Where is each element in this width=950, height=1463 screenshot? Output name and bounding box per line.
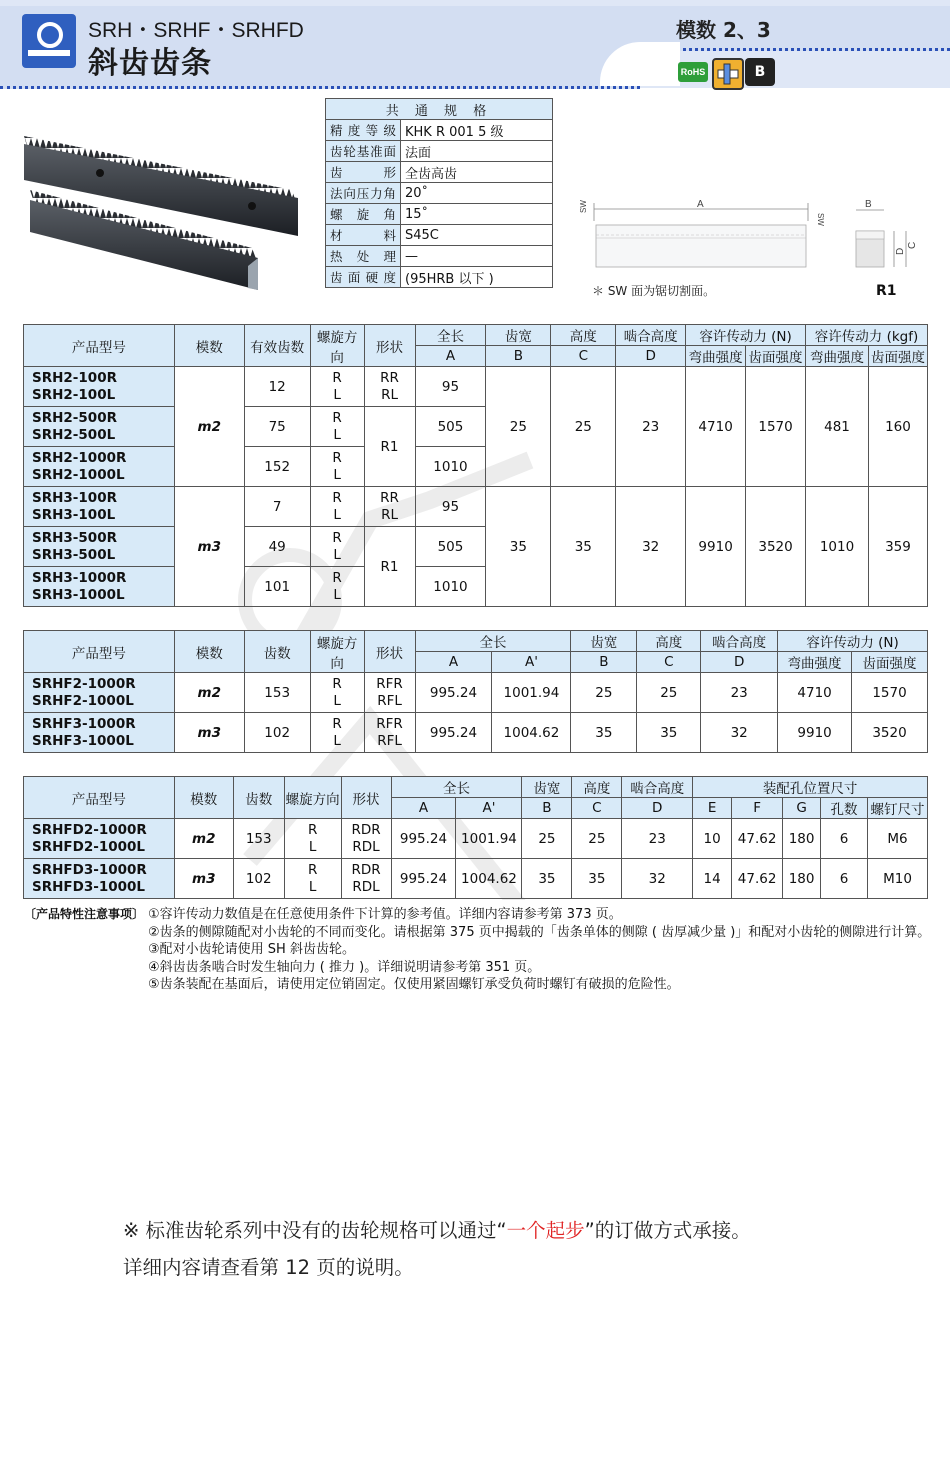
col-module: 模数	[174, 777, 233, 819]
col-bend-kgf: 弯曲强度	[806, 346, 869, 367]
col-length: 全长	[391, 777, 522, 798]
f-cell: 47.62	[732, 819, 783, 859]
pitch-cell: 23	[616, 367, 686, 487]
spec-label: 齿轮基准面	[326, 141, 401, 162]
col-height: 高度	[637, 631, 701, 652]
col-width: 齿宽	[571, 631, 637, 652]
teeth-cell: 153	[233, 819, 284, 859]
col-a: A	[391, 798, 456, 819]
note-item: ⑤齿条装配在基面后，请使用定位销固定。仅使用紧固螺钉承受负荷时螺钉有破损的危险性。	[148, 977, 680, 993]
spec-value: (95HRB 以下 )	[401, 267, 553, 288]
teeth-cell: 49	[244, 527, 310, 567]
custom-note-line2: 详细内容请查看第 12 页的说明。	[123, 1256, 414, 1279]
teeth-cell: 12	[244, 367, 310, 407]
width-cell: 25	[522, 819, 572, 859]
model-cell: SRHFD2-1000R SRHFD2-1000L	[24, 819, 175, 859]
srhf-spec-table	[23, 630, 928, 753]
rohs-icon: RoHS	[678, 62, 708, 82]
surface-n-cell: 3520	[746, 487, 806, 607]
shape-cell: RR RL	[364, 487, 415, 527]
table-row	[24, 713, 928, 753]
height-cell: 25	[637, 673, 701, 713]
model-cell: SRH3-1000R SRH3-1000L	[24, 567, 175, 607]
col-bend-n: 弯曲强度	[686, 346, 746, 367]
col-holes: 孔数	[821, 798, 868, 819]
sw-label-left: SW	[579, 200, 588, 213]
col-surface: 齿面强度	[852, 652, 928, 673]
length-a-cell: 995.24	[415, 673, 492, 713]
col-e: E	[693, 798, 732, 819]
teeth-cell: 101	[244, 567, 310, 607]
col-helix: 螺旋方向	[310, 631, 364, 673]
width-cell: 25	[571, 673, 637, 713]
spec-heading: 共 通 规 格	[326, 99, 553, 120]
helix-cell: R L	[310, 673, 364, 713]
dim-c-label: C	[907, 241, 918, 249]
notes-title: 〔产品特性注意事项〕	[24, 907, 145, 921]
spec-value: 15˚	[401, 204, 553, 225]
col-f: F	[732, 798, 783, 819]
col-height: 高度	[572, 777, 622, 798]
length-cell: 95	[415, 487, 486, 527]
col-a: A	[415, 652, 492, 673]
machining-icon	[712, 58, 744, 90]
helix-cell: R L	[284, 819, 341, 859]
sw-label-right: SW	[816, 213, 825, 226]
note-item: ③配对小齿轮请使用 SH 斜齿齿轮。	[148, 942, 355, 958]
custom-note-highlight[interactable]: 一个起步	[506, 1219, 585, 1242]
spec-label: 齿面硬度	[326, 267, 401, 288]
col-b: B	[522, 798, 572, 819]
col-mount: 装配孔位置尺寸	[693, 777, 928, 798]
note-item: ①容许传动力数值是在任意使用条件下计算的参考值。详细内容请参考第 373 页。	[148, 907, 622, 922]
col-d: D	[622, 798, 693, 819]
shape-cell: RFR RFL	[364, 673, 415, 713]
shape-cell: R1	[364, 527, 415, 607]
shape-cell: R1	[364, 407, 415, 487]
col-surface-kgf: 齿面强度	[868, 346, 927, 367]
surface-cell: 1570	[852, 673, 928, 713]
module-cell: m2	[174, 673, 244, 713]
col-b: B	[571, 652, 637, 673]
r1-label: R1	[876, 283, 897, 299]
col-b: B	[486, 346, 551, 367]
model-cell: SRHFD3-1000R SRHFD3-1000L	[24, 859, 175, 899]
col-shape: 形状	[341, 777, 391, 819]
col-a-prime: A'	[456, 798, 522, 819]
model-cell: SRH3-100R SRH3-100L	[24, 487, 175, 527]
teeth-cell: 102	[244, 713, 310, 753]
pitch-cell: 32	[616, 487, 686, 607]
col-module: 模数	[174, 325, 244, 367]
custom-note-post: ”的订做方式承接。	[584, 1219, 751, 1242]
spec-label: 螺 旋 角	[326, 204, 401, 225]
length-a-cell: 995.24	[415, 713, 492, 753]
height-cell: 35	[551, 487, 616, 607]
rack-category-icon	[22, 14, 76, 68]
table-row	[24, 487, 928, 527]
pitch-cell: 23	[622, 819, 693, 859]
col-helix: 螺旋方向	[284, 777, 341, 819]
model-cell: SRHF2-1000R SRHF2-1000L	[24, 673, 175, 713]
col-pitch: 啮合高度	[616, 325, 686, 346]
module-cell: m3	[174, 487, 244, 607]
col-helix: 螺旋方向	[310, 325, 364, 367]
col-g: G	[783, 798, 821, 819]
col-c: C	[572, 798, 622, 819]
helix-cell: R L	[310, 447, 364, 487]
table-row	[24, 673, 928, 713]
height-cell: 35	[572, 859, 622, 899]
screw-cell: M10	[867, 859, 927, 899]
col-teeth: 齿数	[244, 631, 310, 673]
col-a: A	[415, 346, 486, 367]
col-a-prime: A'	[492, 652, 571, 673]
holes-cell: 6	[821, 819, 868, 859]
col-teeth: 齿数	[233, 777, 284, 819]
spec-value: 20˚	[401, 183, 553, 204]
module-label: 模数 2、3	[676, 18, 771, 42]
table-row	[24, 819, 928, 859]
length-cell: 1010	[415, 447, 486, 487]
helix-cell: R L	[284, 859, 341, 899]
bend-kgf-cell: 481	[806, 367, 869, 487]
custom-order-note	[123, 1212, 751, 1286]
helix-cell: R L	[310, 567, 364, 607]
bend-cell: 9910	[778, 713, 852, 753]
length-a-prime-cell: 1001.94	[492, 673, 571, 713]
length-cell: 505	[415, 407, 486, 447]
g-cell: 180	[783, 859, 821, 899]
holes-cell: 6	[821, 859, 868, 899]
product-title: 斜齿齿条	[88, 46, 212, 81]
col-pitch: 啮合高度	[701, 631, 778, 652]
note-item: ④斜齿齿条啮合时发生轴向力 ( 推力 )。详细说明请参考第 351 页。	[148, 959, 541, 975]
helix-cell: R L	[310, 367, 364, 407]
spec-value: —	[401, 246, 553, 267]
spec-value: S45C	[401, 225, 553, 246]
shape-cell: RFR RFL	[364, 713, 415, 753]
rack-product-image	[22, 118, 312, 293]
dim-a-label: A	[697, 199, 704, 210]
width-cell: 25	[486, 367, 551, 487]
col-length: 全长	[415, 631, 571, 652]
g-cell: 180	[783, 819, 821, 859]
model-cell: SRH2-1000R SRH2-1000L	[24, 447, 175, 487]
pitch-cell: 32	[622, 859, 693, 899]
col-shape: 形状	[364, 631, 415, 673]
helix-cell: R L	[310, 487, 364, 527]
length-a-cell: 995.24	[391, 819, 456, 859]
height-cell: 35	[637, 713, 701, 753]
col-d: D	[701, 652, 778, 673]
width-cell: 35	[571, 713, 637, 753]
surface-n-cell: 1570	[746, 367, 806, 487]
col-teeth: 有效齿数	[244, 325, 310, 367]
srhfd-spec-table	[23, 776, 928, 899]
col-screw: 螺钉尺寸	[867, 798, 927, 819]
length-cell: 505	[415, 527, 486, 567]
helix-cell: R L	[310, 713, 364, 753]
model-cell: SRH2-100R SRH2-100L	[24, 367, 175, 407]
spec-value: 法面	[401, 141, 553, 162]
surface-kgf-cell: 160	[868, 367, 927, 487]
spec-label: 齿 形	[326, 162, 401, 183]
length-a-prime-cell: 1004.62	[492, 713, 571, 753]
col-model: 产品型号	[24, 325, 175, 367]
e-cell: 10	[693, 819, 732, 859]
length-cell: 1010	[415, 567, 486, 607]
bend-cell: 4710	[778, 673, 852, 713]
model-cell: SRH3-500R SRH3-500L	[24, 527, 175, 567]
table-row	[24, 859, 928, 899]
length-a-prime-cell: 1004.62	[456, 859, 522, 899]
teeth-cell: 152	[244, 447, 310, 487]
e-cell: 14	[693, 859, 732, 899]
table-row	[24, 367, 928, 407]
dim-d-label: D	[895, 247, 906, 255]
model-cell: SRHF3-1000R SRHF3-1000L	[24, 713, 175, 753]
sw-note: ＊ SW 面为锯切割面。	[592, 284, 716, 298]
shape-cell: RR RL	[364, 367, 415, 407]
spec-label: 法向压力角	[326, 183, 401, 204]
series-title: SRH・SRHF・SRHFD	[88, 19, 304, 42]
length-a-cell: 995.24	[391, 859, 456, 899]
height-cell: 25	[572, 819, 622, 859]
module-cell: m2	[174, 819, 233, 859]
dim-b-label: B	[865, 199, 872, 210]
bend-kgf-cell: 1010	[806, 487, 869, 607]
col-c: C	[551, 346, 616, 367]
bend-n-cell: 9910	[686, 487, 746, 607]
module-cell: m3	[174, 713, 244, 753]
screw-cell: M6	[867, 819, 927, 859]
col-force-n: 容许传动力 (N)	[778, 631, 928, 652]
shape-cell: RDR RDL	[341, 859, 391, 899]
surface-cell: 3520	[852, 713, 928, 753]
srh-spec-table	[23, 324, 928, 607]
col-length: 全长	[415, 325, 486, 346]
module-cell: m3	[174, 859, 233, 899]
common-spec-table	[325, 98, 553, 288]
col-surface-n: 齿面强度	[746, 346, 806, 367]
spec-label: 热 处 理	[326, 246, 401, 267]
f-cell: 47.62	[732, 859, 783, 899]
teeth-cell: 102	[233, 859, 284, 899]
module-cell: m2	[174, 367, 244, 487]
bend-n-cell: 4710	[686, 367, 746, 487]
col-model: 产品型号	[24, 631, 175, 673]
col-force-kgf: 容许传动力 (kgf)	[806, 325, 928, 346]
helix-cell: R L	[310, 527, 364, 567]
b-grade-icon: B	[745, 58, 775, 86]
col-model: 产品型号	[24, 777, 175, 819]
pitch-cell: 32	[701, 713, 778, 753]
model-cell: SRH2-500R SRH2-500L	[24, 407, 175, 447]
col-pitch: 啮合高度	[622, 777, 693, 798]
teeth-cell: 75	[244, 407, 310, 447]
shape-cell: RDR RDL	[341, 819, 391, 859]
spec-label: 精度等级	[326, 120, 401, 141]
teeth-cell: 7	[244, 487, 310, 527]
width-cell: 35	[522, 859, 572, 899]
width-cell: 35	[486, 487, 551, 607]
teeth-cell: 153	[244, 673, 310, 713]
col-width: 齿宽	[486, 325, 551, 346]
col-module: 模数	[174, 631, 244, 673]
col-bend: 弯曲强度	[778, 652, 852, 673]
spec-value: 全齿高齿	[401, 162, 553, 183]
col-height: 高度	[551, 325, 616, 346]
col-force-n: 容许传动力 (N)	[686, 325, 806, 346]
helix-cell: R L	[310, 407, 364, 447]
custom-note-pre: ※ 标准齿轮系列中没有的齿轮规格可以通过“	[123, 1219, 507, 1242]
col-c: C	[637, 652, 701, 673]
length-cell: 95	[415, 367, 486, 407]
surface-kgf-cell: 359	[868, 487, 927, 607]
note-item: ②齿条的侧隙随配对小齿轮的不同而变化。请根据第 375 页中揭载的「齿条单体的侧隙 ( 齿厚减少量 )」和配对小齿轮的侧隙进行计算。	[148, 924, 931, 940]
spec-label: 材 料	[326, 225, 401, 246]
height-cell: 25	[551, 367, 616, 487]
pitch-cell: 23	[701, 673, 778, 713]
col-shape: 形状	[364, 325, 415, 367]
spec-value: KHK R 001 5 级	[401, 120, 553, 141]
col-width: 齿宽	[522, 777, 572, 798]
col-d: D	[616, 346, 686, 367]
length-a-prime-cell: 1001.94	[456, 819, 522, 859]
